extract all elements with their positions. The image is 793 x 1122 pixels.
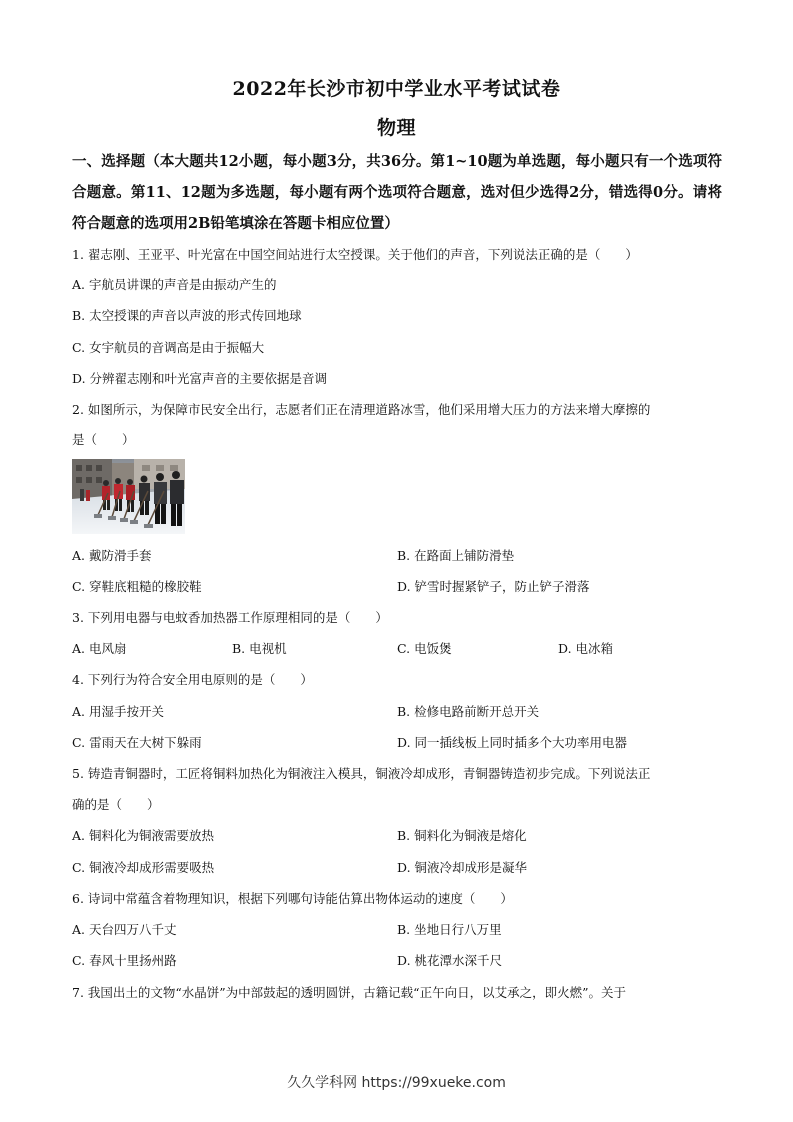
question-3-option-a: A. 电风扇: [72, 641, 127, 656]
question-5-text-cont: 确的是（ ）: [72, 797, 160, 812]
question-2-option-b: B. 在路面上铺防滑垫: [397, 548, 515, 563]
question-1-option-b: B. 太空授课的声音以声波的形式传回地球: [72, 308, 302, 323]
snow-clearing-photo: [72, 459, 185, 534]
question-2-option-d: D. 铲雪时握紧铲子，防止铲子滑落: [397, 579, 590, 594]
question-5-option-d: D. 铜液冷却成形是凝华: [397, 860, 528, 875]
question-1-text: 1. 翟志刚、王亚平、叶光富在中国空间站进行太空授课。关于他们的声音，下列说法正确的是（ ）: [72, 247, 638, 262]
question-2-text-cont: 是（ ）: [72, 432, 135, 447]
question-5-option-a: A. 铜料化为铜液需要放热: [72, 828, 214, 843]
question-3-option-b: B. 电视机: [232, 641, 287, 656]
question-6-option-c: C. 春风十里扬州路: [72, 953, 177, 968]
question-5-option-b: B. 铜料化为铜液是熔化: [397, 828, 527, 843]
question-2-text: 2. 如图所示，为保障市民安全出行，志愿者们正在清理道路冰雪，他们采用增大压力的方法来增大摩擦的: [72, 402, 651, 417]
question-1-option-a: A. 宇航员讲课的声音是由振动产生的: [72, 277, 277, 292]
question-3-option-d: D. 电冰箱: [558, 641, 614, 656]
question-1-option-d: D. 分辨翟志刚和叶光富声音的主要依据是音调: [72, 371, 328, 386]
question-7-text: 7. 我国出土的文物“水晶饼”为中部鼓起的透明圆饼，古籍记载“正午向日，以艾承之，即火燃”。关于: [72, 985, 626, 1000]
question-4-option-c: C. 雷雨天在大树下躲雨: [72, 735, 202, 750]
question-6-option-b: B. 坐地日行八万里: [397, 922, 502, 937]
question-4-option-a: A. 用湿手按开关: [72, 704, 164, 719]
question-4-text: 4. 下列行为符合安全用电原则的是（ ）: [72, 672, 313, 687]
question-3-text: 3. 下列用电器与电蚊香加热器工作原理相同的是（ ）: [72, 610, 388, 625]
question-4-option-b: B. 检修电路前断开总开关: [397, 704, 540, 719]
question-6-text: 6. 诗词中常蕴含着物理知识，根据下列哪句诗能估算出物体运动的速度（ ）: [72, 891, 513, 906]
question-6-option-a: A. 天台四万八千丈: [72, 922, 177, 937]
section-header: 一、选择题（本大题共12小题，每小题3分，共36分。第1~10题为单选题，每小题只有一个选项符合题意。第11、12题为多选题，每小题有两个选项符合题意，选对但少选得2分，错选得0分。请将符合题意的选项用2B铅笔填涂在答题卡相应位置）: [72, 153, 722, 232]
question-4-option-d: D. 同一插线板上同时插多个大功率用电器: [397, 735, 628, 750]
question-2-option-c: C. 穿鞋底粗糙的橡胶鞋: [72, 579, 202, 594]
question-5-option-c: C. 铜液冷却成形需要吸热: [72, 860, 215, 875]
subject-title: 物理: [376, 117, 416, 139]
question-5-text: 5. 铸造青铜器时，工匠将铜料加热化为铜液注入模具，铜液冷却成形，青铜器铸造初步完成。下列说法正: [72, 766, 651, 781]
question-1-option-c: C. 女宇航员的音调高是由于振幅大: [72, 340, 265, 355]
question-2-option-a: A. 戴防滑手套: [72, 548, 152, 563]
page-title: 2022年长沙市初中学业水平考试试卷: [232, 78, 561, 100]
question-6-option-d: D. 桃花潭水深千尺: [397, 953, 503, 968]
page-footer: 久久学科网 https://99xueke.com: [287, 1075, 506, 1091]
question-3-option-c: C. 电饭煲: [397, 641, 452, 656]
